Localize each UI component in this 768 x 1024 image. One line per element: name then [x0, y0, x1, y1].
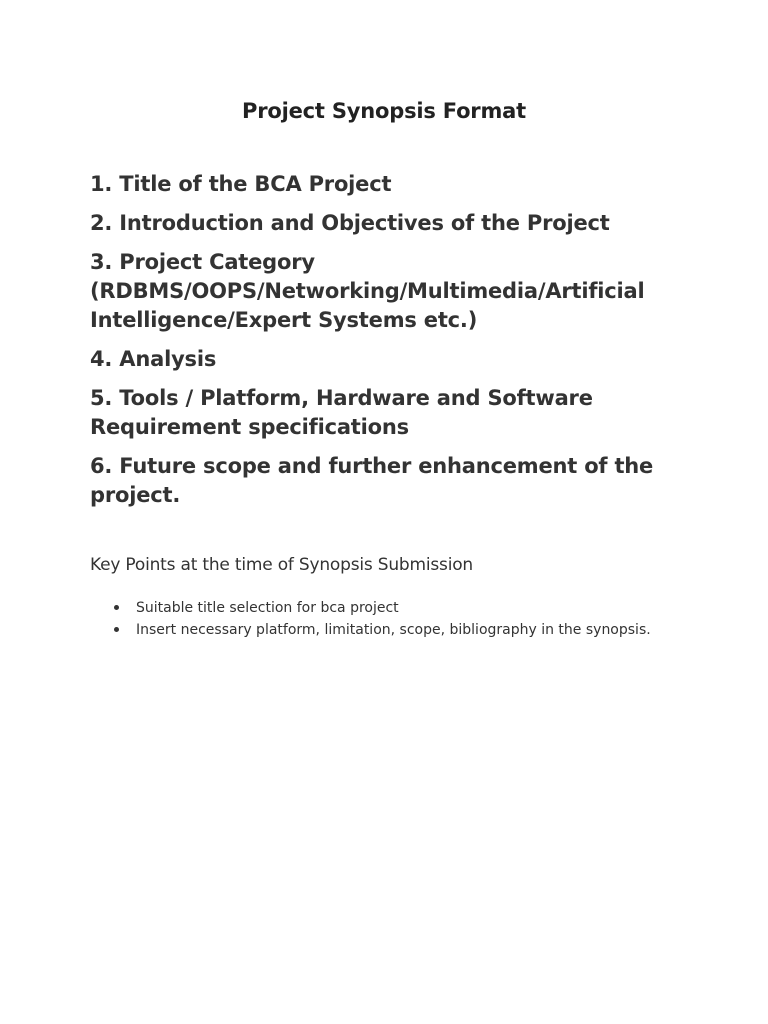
key-point-text: Suitable title selection for bca project: [136, 600, 399, 616]
key-point-text: Insert necessary platform, limitation, scope, bibliography in the synopsis.: [136, 622, 651, 638]
key-point-item: [112, 597, 652, 619]
synopsis-sections-list: [90, 170, 690, 520]
section-item-tools: 5. Tools / Platform, Hardware and Software Requirement specifications: [90, 386, 593, 439]
bullet-icon: [114, 605, 119, 610]
key-points-list: [112, 597, 652, 641]
page-title: Project Synopsis Format: [242, 99, 526, 123]
bullet-icon: [114, 627, 119, 632]
section-item-future-scope: 6. Future scope and further enhancement of the project.: [90, 454, 654, 507]
key-point-item: [112, 619, 652, 641]
section-item-title: 1. Title of the BCA Project: [90, 172, 392, 196]
section-item-category: 3. Project Category (RDBMS/OOPS/Networking/Multimedia/Artificial Intelligence/Expert Systems etc.): [90, 250, 645, 332]
section-item-analysis: 4. Analysis: [90, 347, 217, 371]
key-points-heading: Key Points at the time of Synopsis Submission: [90, 555, 473, 575]
section-item-introduction: 2. Introduction and Objectives of the Project: [90, 211, 610, 235]
